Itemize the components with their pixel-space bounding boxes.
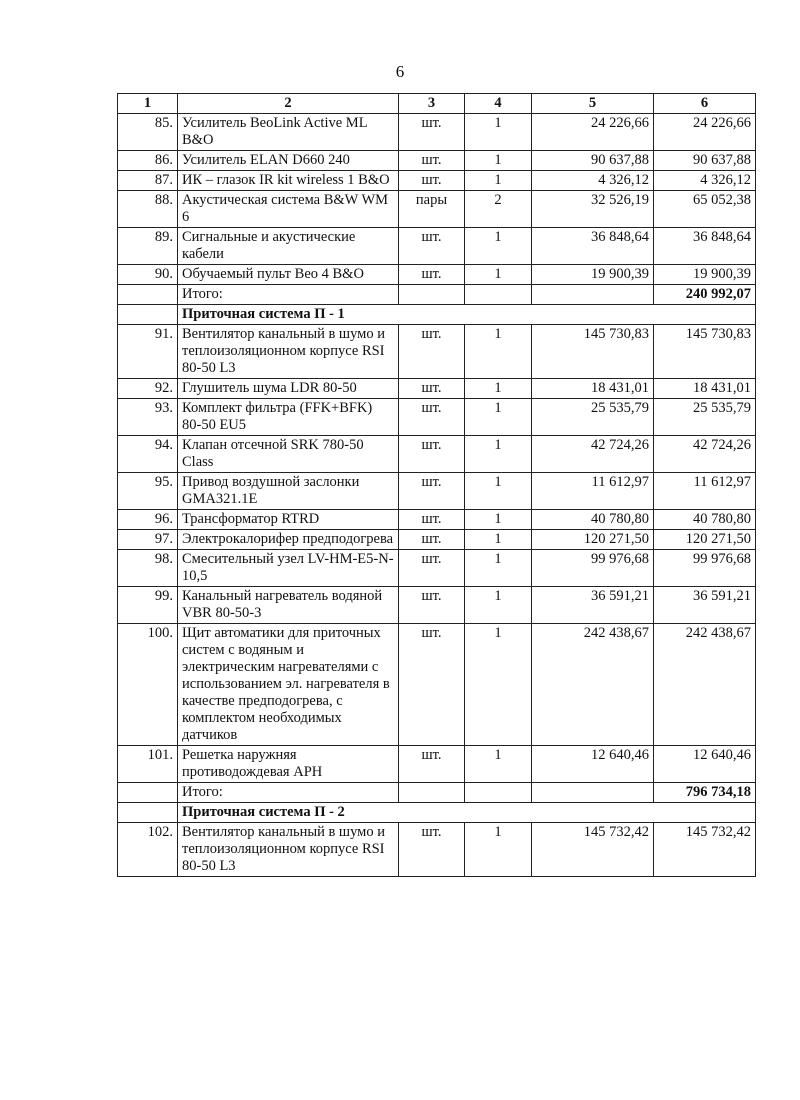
item-quantity: 1	[465, 587, 532, 624]
item-price: 4 326,12	[532, 171, 654, 191]
item-unit: шт.	[399, 530, 465, 550]
table-row	[118, 151, 756, 171]
item-number: 97.	[118, 530, 178, 550]
item-sum: 12 640,46	[654, 746, 756, 783]
item-price: 120 271,50	[532, 530, 654, 550]
item-unit: шт.	[399, 550, 465, 587]
item-price: 90 637,88	[532, 151, 654, 171]
item-sum: 24 226,66	[654, 114, 756, 151]
item-sum: 18 431,01	[654, 379, 756, 399]
item-unit: шт.	[399, 151, 465, 171]
item-quantity: 1	[465, 530, 532, 550]
table-row	[118, 379, 756, 399]
table-row	[118, 530, 756, 550]
item-number: 89.	[118, 228, 178, 265]
item-quantity: 1	[465, 325, 532, 379]
item-price: 145 732,42	[532, 823, 654, 877]
table-row	[118, 228, 756, 265]
item-name: Вентилятор канальный в шумо и теплоизоляционном корпусе RSI 80-50 L3	[178, 823, 399, 877]
total-row	[118, 783, 756, 803]
item-price: 25 535,79	[532, 399, 654, 436]
item-number: 101.	[118, 746, 178, 783]
total-row	[118, 285, 756, 305]
item-quantity: 1	[465, 823, 532, 877]
item-quantity: 1	[465, 379, 532, 399]
item-sum: 40 780,80	[654, 510, 756, 530]
column-header-2: 2	[178, 94, 399, 114]
table-row	[118, 624, 756, 746]
total-row-empty-cell	[118, 783, 178, 803]
item-number: 99.	[118, 587, 178, 624]
item-name: Клапан отсечной SRK 780-50 Class	[178, 436, 399, 473]
item-quantity: 1	[465, 550, 532, 587]
table-row	[118, 265, 756, 285]
item-name: Усилитель ELAN D660 240	[178, 151, 399, 171]
item-name: Акустическая система B&W WM 6	[178, 191, 399, 228]
item-quantity: 1	[465, 510, 532, 530]
item-name: Щит автоматики для приточных систем с водяным и электрическим нагревателями с использованием эл. нагревателя в качестве предподогрева, с комплектом необходимых датчиков	[178, 624, 399, 746]
item-name: ИК – глазок IR kit wireless 1 B&O	[178, 171, 399, 191]
table-row	[118, 823, 756, 877]
item-name: Канальный нагреватель водяной VBR 80-50-3	[178, 587, 399, 624]
item-price: 36 591,21	[532, 587, 654, 624]
item-quantity: 2	[465, 191, 532, 228]
item-price: 145 730,83	[532, 325, 654, 379]
column-header-6: 6	[654, 94, 756, 114]
table-row	[118, 746, 756, 783]
item-quantity: 1	[465, 171, 532, 191]
table-row	[118, 587, 756, 624]
column-header-4: 4	[465, 94, 532, 114]
item-number: 100.	[118, 624, 178, 746]
item-sum: 42 724,26	[654, 436, 756, 473]
section-row	[118, 305, 756, 325]
item-name: Сигнальные и акустические кабели	[178, 228, 399, 265]
item-price: 19 900,39	[532, 265, 654, 285]
item-name: Привод воздушной заслонки GMA321.1E	[178, 473, 399, 510]
item-unit: шт.	[399, 265, 465, 285]
item-sum: 36 591,21	[654, 587, 756, 624]
item-sum: 65 052,38	[654, 191, 756, 228]
item-quantity: 1	[465, 114, 532, 151]
item-number: 93.	[118, 399, 178, 436]
item-quantity: 1	[465, 746, 532, 783]
item-unit: шт.	[399, 823, 465, 877]
item-unit: шт.	[399, 171, 465, 191]
item-name: Вентилятор канальный в шумо и теплоизоляционном корпусе RSI 80-50 L3	[178, 325, 399, 379]
item-sum: 11 612,97	[654, 473, 756, 510]
item-quantity: 1	[465, 436, 532, 473]
item-number: 87.	[118, 171, 178, 191]
item-price: 42 724,26	[532, 436, 654, 473]
column-header-3: 3	[399, 94, 465, 114]
item-unit: шт.	[399, 379, 465, 399]
item-unit: шт.	[399, 587, 465, 624]
total-row-empty-cell	[532, 783, 654, 803]
item-number: 90.	[118, 265, 178, 285]
item-price: 99 976,68	[532, 550, 654, 587]
item-quantity: 1	[465, 228, 532, 265]
item-price: 11 612,97	[532, 473, 654, 510]
total-row-empty-cell	[465, 285, 532, 305]
item-unit: шт.	[399, 624, 465, 746]
page-number: 6	[395, 62, 405, 81]
table-row	[118, 191, 756, 228]
total-row-empty-cell	[532, 285, 654, 305]
item-quantity: 1	[465, 473, 532, 510]
item-unit: шт.	[399, 473, 465, 510]
section-title: Приточная система П - 2	[178, 803, 756, 823]
item-unit: пары	[399, 191, 465, 228]
item-price: 24 226,66	[532, 114, 654, 151]
item-name: Обучаемый пульт Beo 4 B&O	[178, 265, 399, 285]
item-number: 88.	[118, 191, 178, 228]
item-quantity: 1	[465, 151, 532, 171]
item-sum: 19 900,39	[654, 265, 756, 285]
item-number: 102.	[118, 823, 178, 877]
item-unit: шт.	[399, 325, 465, 379]
table-row	[118, 171, 756, 191]
total-row-empty-cell	[118, 285, 178, 305]
total-row-empty-cell	[465, 783, 532, 803]
item-name: Решетка наружняя противодождевая АРН	[178, 746, 399, 783]
table-row	[118, 114, 756, 151]
section-row-empty-cell	[118, 305, 178, 325]
section-title: Приточная система П - 1	[178, 305, 756, 325]
item-price: 32 526,19	[532, 191, 654, 228]
table-row	[118, 399, 756, 436]
item-sum: 242 438,67	[654, 624, 756, 746]
item-unit: шт.	[399, 399, 465, 436]
table-body	[118, 114, 756, 877]
item-sum: 145 730,83	[654, 325, 756, 379]
item-quantity: 1	[465, 265, 532, 285]
item-price: 242 438,67	[532, 624, 654, 746]
table-row	[118, 325, 756, 379]
item-number: 92.	[118, 379, 178, 399]
table-row	[118, 436, 756, 473]
item-sum: 99 976,68	[654, 550, 756, 587]
item-unit: шт.	[399, 746, 465, 783]
table-header-row	[118, 94, 756, 114]
item-name: Глушитель шума LDR 80-50	[178, 379, 399, 399]
item-name: Электрокалорифер предподогрева	[178, 530, 399, 550]
item-sum: 90 637,88	[654, 151, 756, 171]
item-name: Смесительный узел LV-HM-E5-N-10,5	[178, 550, 399, 587]
table-row	[118, 473, 756, 510]
column-header-1: 1	[118, 94, 178, 114]
section-row	[118, 803, 756, 823]
item-sum: 36 848,64	[654, 228, 756, 265]
item-quantity: 1	[465, 399, 532, 436]
item-number: 98.	[118, 550, 178, 587]
item-price: 18 431,01	[532, 379, 654, 399]
item-unit: шт.	[399, 510, 465, 530]
total-label: Итого:	[178, 783, 399, 803]
item-unit: шт.	[399, 114, 465, 151]
item-price: 36 848,64	[532, 228, 654, 265]
item-name: Трансформатор RTRD	[178, 510, 399, 530]
item-quantity: 1	[465, 624, 532, 746]
table-row	[118, 510, 756, 530]
item-number: 96.	[118, 510, 178, 530]
specification-table	[117, 93, 756, 877]
item-price: 12 640,46	[532, 746, 654, 783]
table-row	[118, 550, 756, 587]
total-row-empty-cell	[399, 783, 465, 803]
section-row-empty-cell	[118, 803, 178, 823]
total-value: 796 734,18	[654, 783, 756, 803]
item-number: 91.	[118, 325, 178, 379]
item-number: 85.	[118, 114, 178, 151]
item-sum: 25 535,79	[654, 399, 756, 436]
item-unit: шт.	[399, 228, 465, 265]
item-sum: 4 326,12	[654, 171, 756, 191]
item-unit: шт.	[399, 436, 465, 473]
item-price: 40 780,80	[532, 510, 654, 530]
item-sum: 145 732,42	[654, 823, 756, 877]
total-value: 240 992,07	[654, 285, 756, 305]
column-header-5: 5	[532, 94, 654, 114]
item-sum: 120 271,50	[654, 530, 756, 550]
total-row-empty-cell	[399, 285, 465, 305]
item-name: Комплект фильтра (FFK+BFK) 80-50 EU5	[178, 399, 399, 436]
item-number: 95.	[118, 473, 178, 510]
item-name: Усилитель BeoLink Active ML B&O	[178, 114, 399, 151]
total-label: Итого:	[178, 285, 399, 305]
item-number: 86.	[118, 151, 178, 171]
item-number: 94.	[118, 436, 178, 473]
